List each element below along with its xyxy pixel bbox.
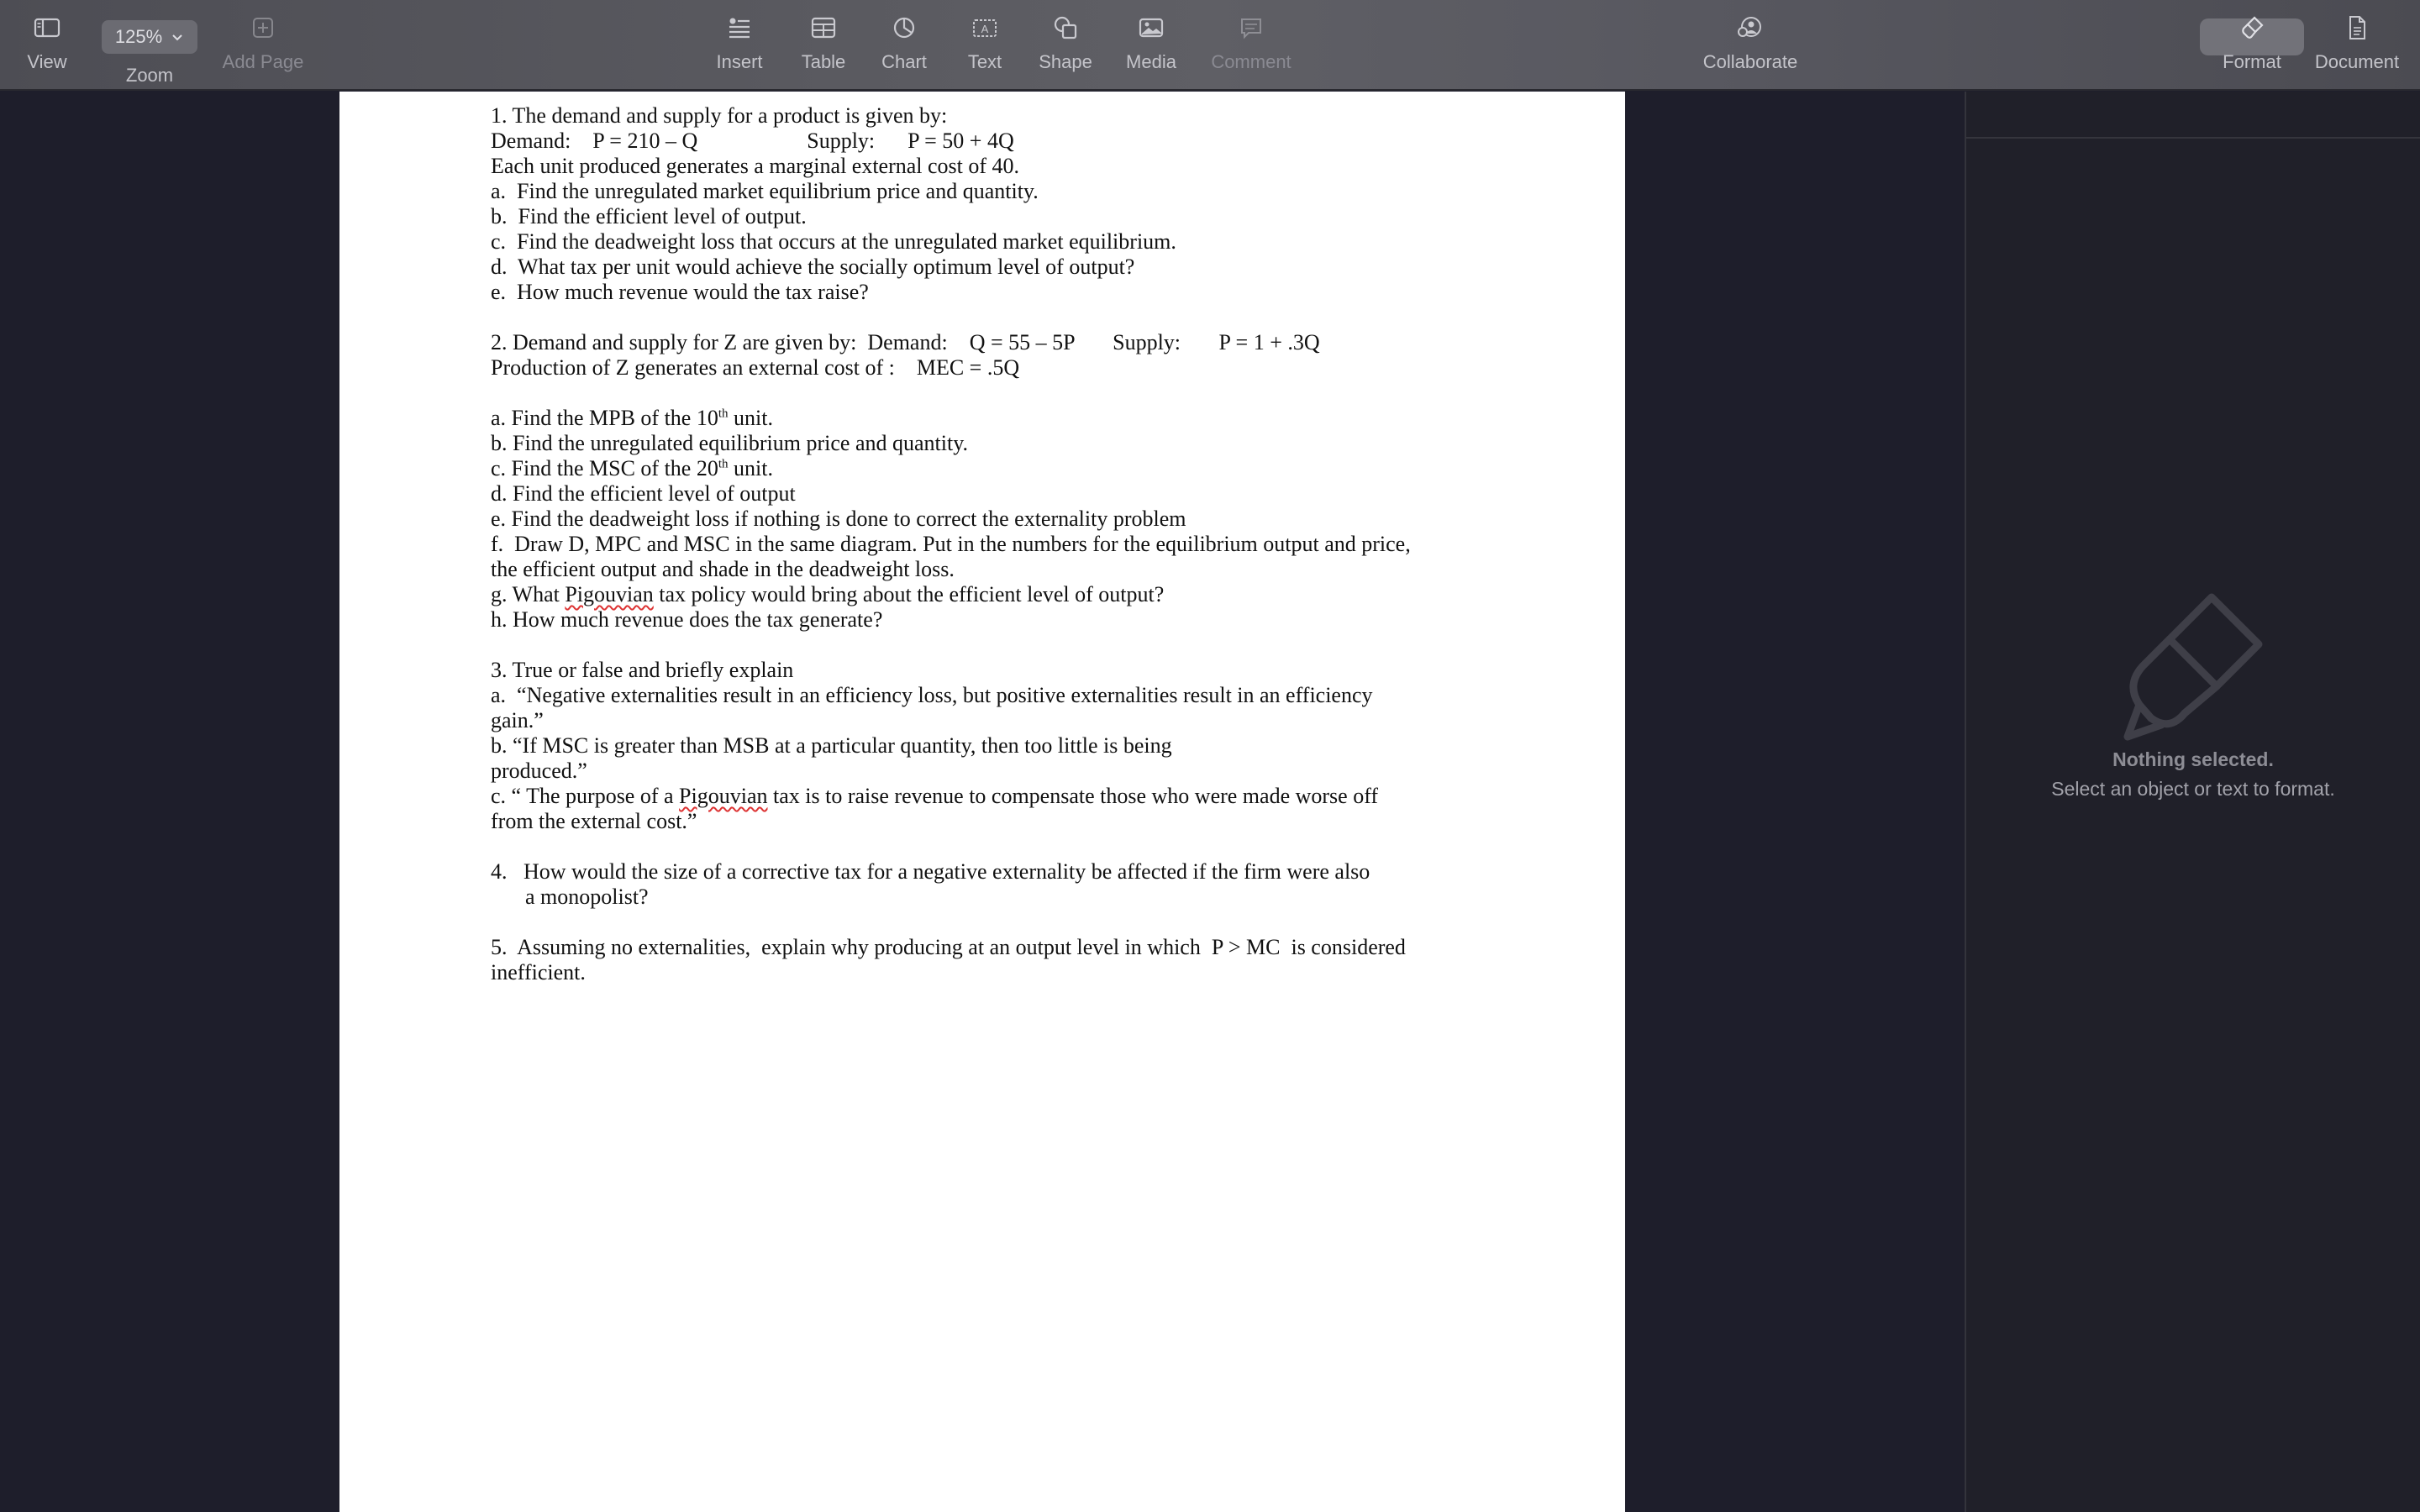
q1-line-1: 1. The demand and supply for a product is given by:	[491, 103, 948, 128]
media-label: Media	[1126, 51, 1176, 72]
document-label: Document	[2314, 51, 2400, 72]
q1-b: b. Find the efficient level of output.	[491, 204, 807, 228]
table-icon	[809, 13, 838, 42]
format-button[interactable]	[2210, 0, 2294, 91]
shape-button[interactable]	[1032, 0, 1099, 91]
nothing-selected-hint: Select an object or text to format.	[2051, 778, 2335, 800]
q3-line-1: 3. True or false and briefly explain	[491, 658, 794, 682]
shape-label: Shape	[1039, 51, 1092, 72]
comment-button[interactable]	[1205, 0, 1297, 91]
q2-f-line-2: the efficient output and shade in the deadweight loss.	[491, 557, 955, 581]
q1-e: e. How much revenue would the tax raise?	[491, 280, 869, 304]
text-label: Text	[967, 51, 1002, 72]
format-label: Format	[2223, 51, 2281, 72]
media-button[interactable]	[1118, 0, 1185, 91]
document-button[interactable]	[2311, 0, 2403, 91]
q1-line-3: Each unit produced generates a marginal external cost of 40.	[491, 154, 1020, 178]
paintbrush-icon	[2238, 13, 2266, 42]
q1-c: c. Find the deadweight loss that occurs at the unregulated market equilibrium.	[491, 229, 1176, 254]
comment-label: Comment	[1211, 51, 1292, 72]
q4-line-2: a monopolist?	[525, 885, 649, 909]
insert-icon	[725, 13, 754, 42]
image-icon	[1137, 13, 1165, 42]
zoom-label: Zoom	[125, 65, 174, 86]
shape-icon	[1051, 13, 1080, 42]
q5-line-1: 5. Assuming no externalities, explain why producing at an output level in which P > MC is considered	[491, 935, 1406, 959]
q2-b: b. Find the unregulated equilibrium price and quantity.	[491, 431, 969, 455]
q3-a-line-1: a. “Negative externalities result in an efficiency loss, but positive externalities result in an efficiency	[491, 683, 1373, 707]
q3-c-line-2: from the external cost.”	[491, 809, 697, 833]
q2-d: d. Find the efficient level of output	[491, 481, 796, 506]
q2-line-2: Production of Z generates an external cost of : MEC = .5Q	[491, 355, 1020, 380]
document-page[interactable]	[339, 92, 1625, 1512]
pie-chart-icon	[890, 13, 918, 42]
q4-line-1: 4. How would the size of a corrective tax for a negative externality be affected if the firm were also	[491, 859, 1370, 884]
q3-a-line-2: gain.”	[491, 708, 544, 732]
insert-label: Insert	[716, 51, 763, 72]
text-box-icon	[971, 13, 999, 42]
text-button[interactable]	[951, 0, 1018, 91]
collaborate-icon	[1736, 13, 1765, 42]
sidebar-icon	[33, 13, 61, 42]
insert-button[interactable]	[706, 0, 773, 91]
paintbrush-icon	[2118, 587, 2269, 755]
q2-f-line-1: f. Draw D, MPC and MSC in the same diagram. Put in the numbers for the equilibrium output and price,	[491, 532, 1411, 556]
add-page-label: Add Page	[222, 51, 304, 72]
q2-c: c. Find the MSC of the 20th unit.	[491, 456, 773, 480]
document-body[interactable]	[491, 103, 1499, 985]
q5-line-2: inefficient.	[491, 960, 586, 984]
nothing-selected-title: Nothing selected.	[2112, 748, 2274, 770]
view-button[interactable]	[18, 0, 76, 91]
zoom-select[interactable]	[102, 20, 197, 54]
q2-e: e. Find the deadweight loss if nothing is done to correct the externality problem	[491, 507, 1186, 531]
q3-c-line-1: c. “ The purpose of a Pigouvian tax is to raise revenue to compensate those who were made worse off	[491, 784, 1379, 808]
document-icon	[2343, 13, 2371, 42]
table-label: Table	[801, 51, 846, 72]
q1-a: a. Find the unregulated market equilibrium price and quantity.	[491, 179, 1039, 203]
toolbar	[0, 0, 2420, 91]
inspector-header	[1966, 92, 2420, 139]
table-button[interactable]	[790, 0, 857, 91]
zoom-value: 125%	[114, 26, 163, 47]
q1-d: d. What tax per unit would achieve the socially optimum level of output?	[491, 255, 1135, 279]
q2-g: g. What Pigouvian tax policy would bring about the efficient level of output?	[491, 582, 1165, 606]
q3-b-line-1: b. “If MSC is greater than MSB at a particular quantity, then too little is being	[491, 733, 1172, 758]
q1-line-2: Demand: P = 210 – Q Supply: P = 50 + 4Q	[491, 129, 1014, 153]
view-label: View	[27, 51, 67, 72]
format-inspector	[1965, 92, 2420, 1512]
chart-button[interactable]	[871, 0, 938, 91]
zoom-control[interactable]	[97, 0, 202, 91]
add-page-button[interactable]	[217, 0, 309, 91]
collaborate-button[interactable]	[1694, 0, 1807, 91]
q2-h: h. How much revenue does the tax generate?	[491, 607, 883, 632]
svg-text:A: A	[981, 23, 989, 35]
spelling-error[interactable]: Pigouvian	[679, 784, 768, 808]
spelling-error[interactable]: Pigouvian	[565, 582, 654, 606]
comment-icon	[1237, 13, 1265, 42]
q2-a: a. Find the MPB of the 10th unit.	[491, 406, 773, 430]
collaborate-label: Collaborate	[1702, 51, 1798, 72]
q2-line-1: 2. Demand and supply for Z are given by: Demand: Q = 55 – 5P Supply: P = 1 + .3Q	[491, 330, 1320, 354]
q3-b-line-2: produced.”	[491, 759, 587, 783]
add-page-icon	[249, 13, 277, 42]
chevron-down-icon	[171, 30, 184, 44]
chart-label: Chart	[881, 51, 927, 72]
